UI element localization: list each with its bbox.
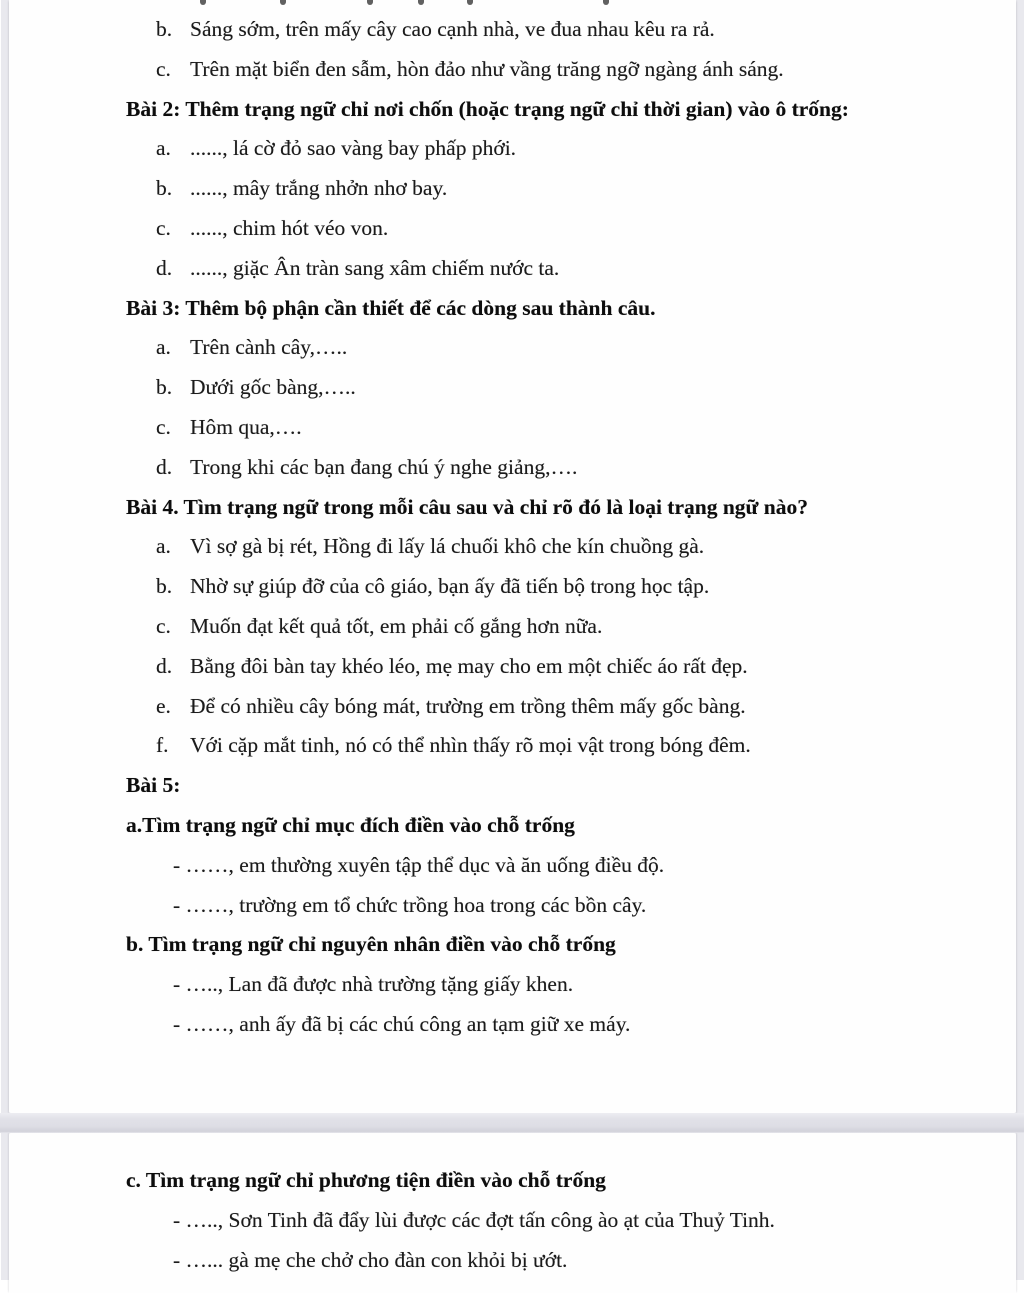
document-page-2 [9,1133,1016,1293]
line-text: ......, chim hót véo von. [190,215,389,240]
fill-blank-line [9,1241,1016,1281]
line-text: Để có nhiều cây bóng mát, trường em trồng thêm mấy gốc bàng. [190,693,746,718]
line-text: ......, lá cờ đỏ sao vàng bay phấp phới. [190,136,517,161]
fill-blank-line [9,886,1016,926]
clipped-glyph-mark [367,0,373,5]
list-marker: a. [156,534,171,559]
list-marker: d. [156,454,173,479]
exercise-item [9,607,1016,647]
heading-text: Bài 4. Tìm trạng ngữ trong mỗi câu sau và chỉ rõ đó là loại trạng ngữ nào? [126,494,809,519]
exercise-heading [9,90,1016,130]
line-text: ......, giặc Ân tràn sang xâm chiếm nước ta. [190,255,560,280]
exercise-item [9,129,1016,169]
exercise-item [9,448,1016,488]
line-text: Với cặp mắt tinh, nó có thể nhìn thấy rõ mọi vật trong bóng đêm. [190,733,751,758]
line-text: - ……, trường em tổ chức trồng hoa trong các bồn cây. [173,892,647,917]
heading-text: b. Tìm trạng ngữ chỉ nguyên nhân điền vào chỗ trống [126,932,616,957]
line-text: Vì sợ gà bị rét, Hồng đi lấy lá chuối khô che kín chuồng gà. [190,534,705,559]
fill-blank-line [9,1201,1016,1241]
exercise-heading [9,289,1016,329]
line-text: Dưới gốc bàng,….. [190,375,356,400]
list-marker: c. [156,613,171,638]
exercise-item [9,169,1016,209]
clipped-glyph-mark [467,0,473,5]
line-text: Muốn đạt kết quả tốt, em phải cố gắng hơn nữa. [190,613,603,638]
exercise-item [9,10,1016,50]
line-text: - ……, anh ấy đã bị các chú công an tạm giữ xe máy. [173,1011,631,1036]
list-marker: d. [156,653,173,678]
list-marker: b. [156,17,173,41]
list-marker: c. [156,215,171,240]
line-text: Hôm qua,…. [190,414,302,439]
exercise-item [9,726,1016,766]
heading-text: c. Tìm trạng ngữ chỉ phương tiện điền vào chỗ trống [126,1168,606,1192]
clipped-glyph-mark [200,0,206,5]
list-marker: c. [156,56,171,81]
line-text: Nhờ sự giúp đỡ của cô giáo, bạn ấy đã tiến bộ trong học tập. [190,574,710,599]
clipped-line-remnant [9,0,1016,8]
line-text: Trên mặt biển đen sẫm, hòn đảo như vầng trăng ngỡ ngàng ánh sáng. [190,56,784,81]
exercise-heading [9,806,1016,846]
line-text: - ……, em thường xuyên tập thể dục và ăn uống điều độ. [173,852,665,877]
line-text: Bằng đôi bàn tay khéo léo, mẹ may cho em một chiếc áo rất đẹp. [190,653,748,678]
fill-blank-line [9,965,1016,1005]
list-marker: b. [156,574,173,599]
clipped-glyph-mark [418,0,424,5]
line-text: - …... gà mẹ che chở cho đàn con khỏi bị ướt. [173,1247,568,1272]
list-marker: b. [156,176,173,201]
exercise-item [9,50,1016,90]
heading-text: Bài 5: [126,773,181,798]
list-marker: b. [156,375,173,400]
exercise-item [9,408,1016,448]
line-text: Sáng sớm, trên mấy cây cao cạnh nhà, ve đua nhau kêu ra rả. [190,17,715,41]
line-text: - ….., Sơn Tinh đã đẩy lùi được các đợt tấn công ào ạt của Thuỷ Tinh. [173,1207,775,1232]
exercise-item [9,328,1016,368]
exercise-heading [9,488,1016,528]
heading-text: a.Tìm trạng ngữ chỉ mục đích điền vào chỗ trống [126,812,575,837]
exercise-item [9,527,1016,567]
screen-edge-left [1,0,9,1280]
line-text: Trên cành cây,….. [190,335,348,360]
clipped-glyph-mark [280,0,286,5]
list-marker: a. [156,136,171,161]
exercise-item [9,647,1016,687]
list-marker: a. [156,335,171,360]
line-text: Trong khi các bạn đang chú ý nghe giảng,…. [190,454,578,479]
screen-edge-right [1016,0,1024,1280]
exercise-heading [9,1161,1016,1201]
clipped-glyph-mark [603,0,609,5]
page-1-content [9,0,1016,1045]
heading-text: Bài 2: Thêm trạng ngữ chỉ nơi chốn (hoặc trạng ngữ chỉ thời gian) vào ô trống: [126,96,849,121]
page-break-gap [0,1113,1024,1133]
exercise-item [9,687,1016,727]
exercise-heading [9,766,1016,806]
list-marker: c. [156,414,171,439]
list-marker: e. [156,693,171,718]
exercise-heading [9,925,1016,965]
exercise-item [9,209,1016,249]
list-marker: f. [156,733,169,758]
exercise-item [9,249,1016,289]
exercise-item [9,368,1016,408]
line-text: - ….., Lan đã được nhà trường tặng giấy khen. [173,972,574,997]
fill-blank-line [9,1005,1016,1045]
list-marker: d. [156,255,173,280]
heading-text: Bài 3: Thêm bộ phận cần thiết để các dòng sau thành câu. [126,295,656,320]
document-page-1 [9,0,1016,1113]
page-2-content [9,1133,1016,1280]
exercise-item [9,567,1016,607]
fill-blank-line [9,846,1016,886]
line-text: ......, mây trắng nhởn nhơ bay. [190,176,448,201]
